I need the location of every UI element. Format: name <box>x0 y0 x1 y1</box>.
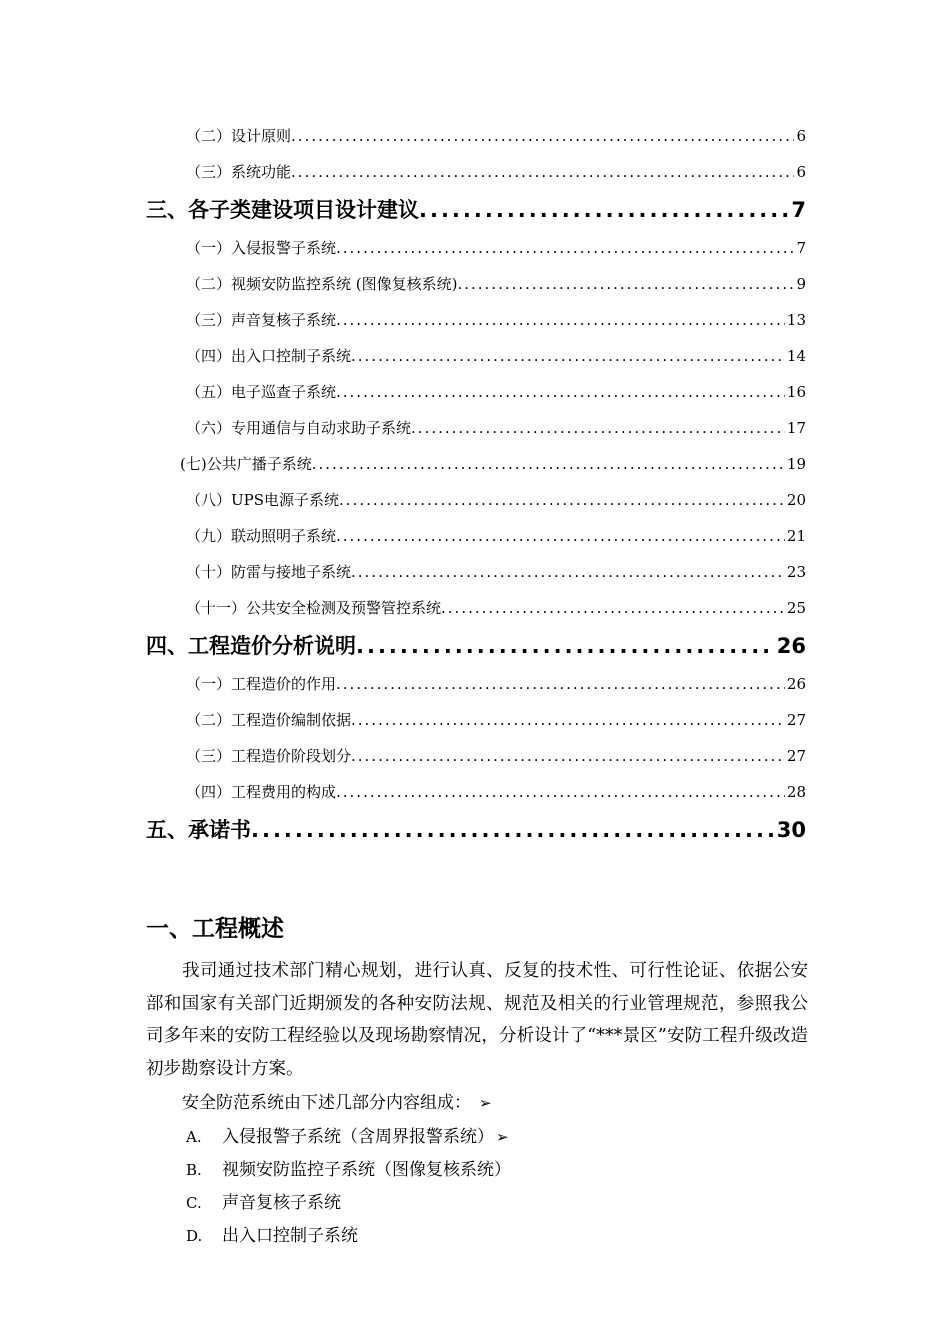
toc-entry-title: （六）专用通信与自动求助子系统 <box>186 419 412 437</box>
toc-entry-page: 28 <box>786 783 806 801</box>
toc-chapter-entry[interactable] <box>146 190 806 230</box>
toc-leader-dots <box>336 666 785 702</box>
toc-entry-page: 26 <box>776 634 806 658</box>
toc-leader-dots <box>351 738 785 774</box>
toc-leader-dots <box>291 154 794 190</box>
toc-leader-dots <box>351 554 785 590</box>
toc-entry[interactable] <box>146 518 806 554</box>
arrow-bullet-icon: ➢ <box>496 1128 509 1146</box>
toc-entry-page: 14 <box>786 347 806 365</box>
toc-entry[interactable] <box>146 338 806 374</box>
list-item <box>186 1154 511 1187</box>
table-of-contents <box>146 118 806 850</box>
toc-entry-title: (七)公共广播子系统 <box>180 455 312 473</box>
toc-leader-dots <box>291 118 794 154</box>
toc-leader-dots <box>339 482 785 518</box>
toc-leader-dots <box>336 302 785 338</box>
toc-entry-title: （四）出入口控制子系统 <box>186 347 352 365</box>
toc-leader-dots <box>251 810 775 850</box>
toc-entry[interactable] <box>146 302 806 338</box>
toc-entry-title: （三）系统功能 <box>186 163 292 181</box>
toc-leader-dots <box>336 374 785 410</box>
toc-entry[interactable] <box>146 702 806 738</box>
toc-entry-page: 17 <box>786 419 806 437</box>
toc-entry-page: 27 <box>786 747 806 765</box>
toc-chapter-entry[interactable] <box>146 810 806 850</box>
toc-entry[interactable] <box>146 230 806 266</box>
toc-entry-page: 13 <box>786 311 806 329</box>
list-item <box>186 1187 511 1220</box>
toc-entry-title: （二）工程造价编制依据 <box>186 711 352 729</box>
toc-entry-title: （二）设计原则 <box>186 127 292 145</box>
list-item <box>186 1220 511 1253</box>
toc-entry-title: （四）工程费用的构成 <box>186 783 337 801</box>
toc-leader-dots <box>419 190 789 230</box>
section-heading: 一、工程概述 <box>146 916 284 942</box>
list-item-text: 出入口控制子系统 <box>222 1226 358 1246</box>
toc-entry[interactable] <box>146 482 806 518</box>
toc-leader-dots <box>312 446 785 482</box>
list-item-text: 视频安防监控子系统（图像复核系统） <box>222 1160 511 1180</box>
list-item-text: 入侵报警子系统（含周界报警系统） <box>222 1127 494 1147</box>
toc-entry-title: （三）声音复核子系统 <box>186 311 337 329</box>
toc-entry-page: 30 <box>776 818 806 842</box>
toc-leader-dots <box>351 702 785 738</box>
toc-chapter-entry[interactable] <box>146 626 806 666</box>
toc-leader-dots <box>336 518 785 554</box>
list-item <box>186 1121 511 1154</box>
list-marker: B. <box>186 1161 202 1179</box>
toc-entry-page: 26 <box>786 675 806 693</box>
toc-entry[interactable] <box>146 154 806 190</box>
subsystem-list <box>186 1121 511 1253</box>
toc-entry[interactable] <box>146 590 806 626</box>
toc-leader-dots <box>457 266 794 302</box>
toc-leader-dots <box>351 338 785 374</box>
toc-entry-title: （八）UPS电源子系统 <box>186 491 340 509</box>
toc-entry-page: 19 <box>786 455 806 473</box>
toc-entry-title: （九）联动照明子系统 <box>186 527 337 545</box>
toc-entry-title: 五、承诺书 <box>146 818 251 842</box>
toc-entry[interactable] <box>146 374 806 410</box>
toc-entry-title: 三、各子类建设项目设计建议 <box>146 198 419 222</box>
toc-leader-dots <box>411 410 785 446</box>
toc-entry[interactable] <box>146 774 806 810</box>
toc-entry-title: （十一）公共安全检测及预警管控系统 <box>186 599 442 617</box>
toc-entry-page: 16 <box>786 383 806 401</box>
toc-entry-title: （二）视频安防监控系统 (图像复核系统) <box>186 275 458 293</box>
toc-entry-title: （一）入侵报警子系统 <box>186 239 337 257</box>
toc-entry-page: 6 <box>796 127 806 145</box>
toc-entry-page: 25 <box>786 599 806 617</box>
list-marker: A. <box>186 1128 202 1146</box>
list-item-text: 声音复核子系统 <box>222 1193 341 1213</box>
arrow-bullet-icon: ➢ <box>479 1094 492 1112</box>
list-marker: C. <box>186 1194 202 1212</box>
toc-entry-title: （三）工程造价阶段划分 <box>186 747 352 765</box>
toc-entry[interactable] <box>146 738 806 774</box>
toc-leader-dots <box>441 590 785 626</box>
toc-entry[interactable] <box>146 410 806 446</box>
body-paragraph: 我司通过技术部门精心规划，进行认真、反复的技术性、可行性论证、依据公安部和国家有关部门近期颁发的各种安防法规、规范及相关的行业管理规范，参照我公司多年来的安防工程经验以及现场勘察情况，分析设计了“***景区”安防工程升级改造初步勘察设计方案。 <box>146 961 808 1079</box>
list-intro-text: 安全防范系统由下述几部分内容组成： <box>182 1093 471 1113</box>
toc-entry[interactable] <box>146 266 806 302</box>
toc-entry-page: 21 <box>786 527 806 545</box>
toc-entry-page: 27 <box>786 711 806 729</box>
toc-entry-title: 四、工程造价分析说明 <box>146 634 356 658</box>
toc-entry-page: 7 <box>796 239 806 257</box>
toc-entry[interactable] <box>146 554 806 590</box>
toc-entry-page: 9 <box>796 275 806 293</box>
toc-entry-title: （十）防雷与接地子系统 <box>186 563 352 581</box>
toc-leader-dots <box>336 230 794 266</box>
toc-entry-title: （一）工程造价的作用 <box>186 675 337 693</box>
list-intro <box>182 1088 492 1118</box>
toc-entry[interactable] <box>146 118 806 154</box>
toc-entry-title: （五）电子巡查子系统 <box>186 383 337 401</box>
toc-entry-page: 7 <box>791 198 806 222</box>
list-marker: D. <box>186 1227 203 1245</box>
toc-leader-dots <box>356 626 775 666</box>
toc-entry[interactable] <box>146 666 806 702</box>
toc-entry[interactable] <box>146 446 806 482</box>
toc-leader-dots <box>336 774 785 810</box>
toc-entry-page: 23 <box>786 563 806 581</box>
toc-entry-page: 6 <box>796 163 806 181</box>
toc-entry-page: 20 <box>786 491 806 509</box>
